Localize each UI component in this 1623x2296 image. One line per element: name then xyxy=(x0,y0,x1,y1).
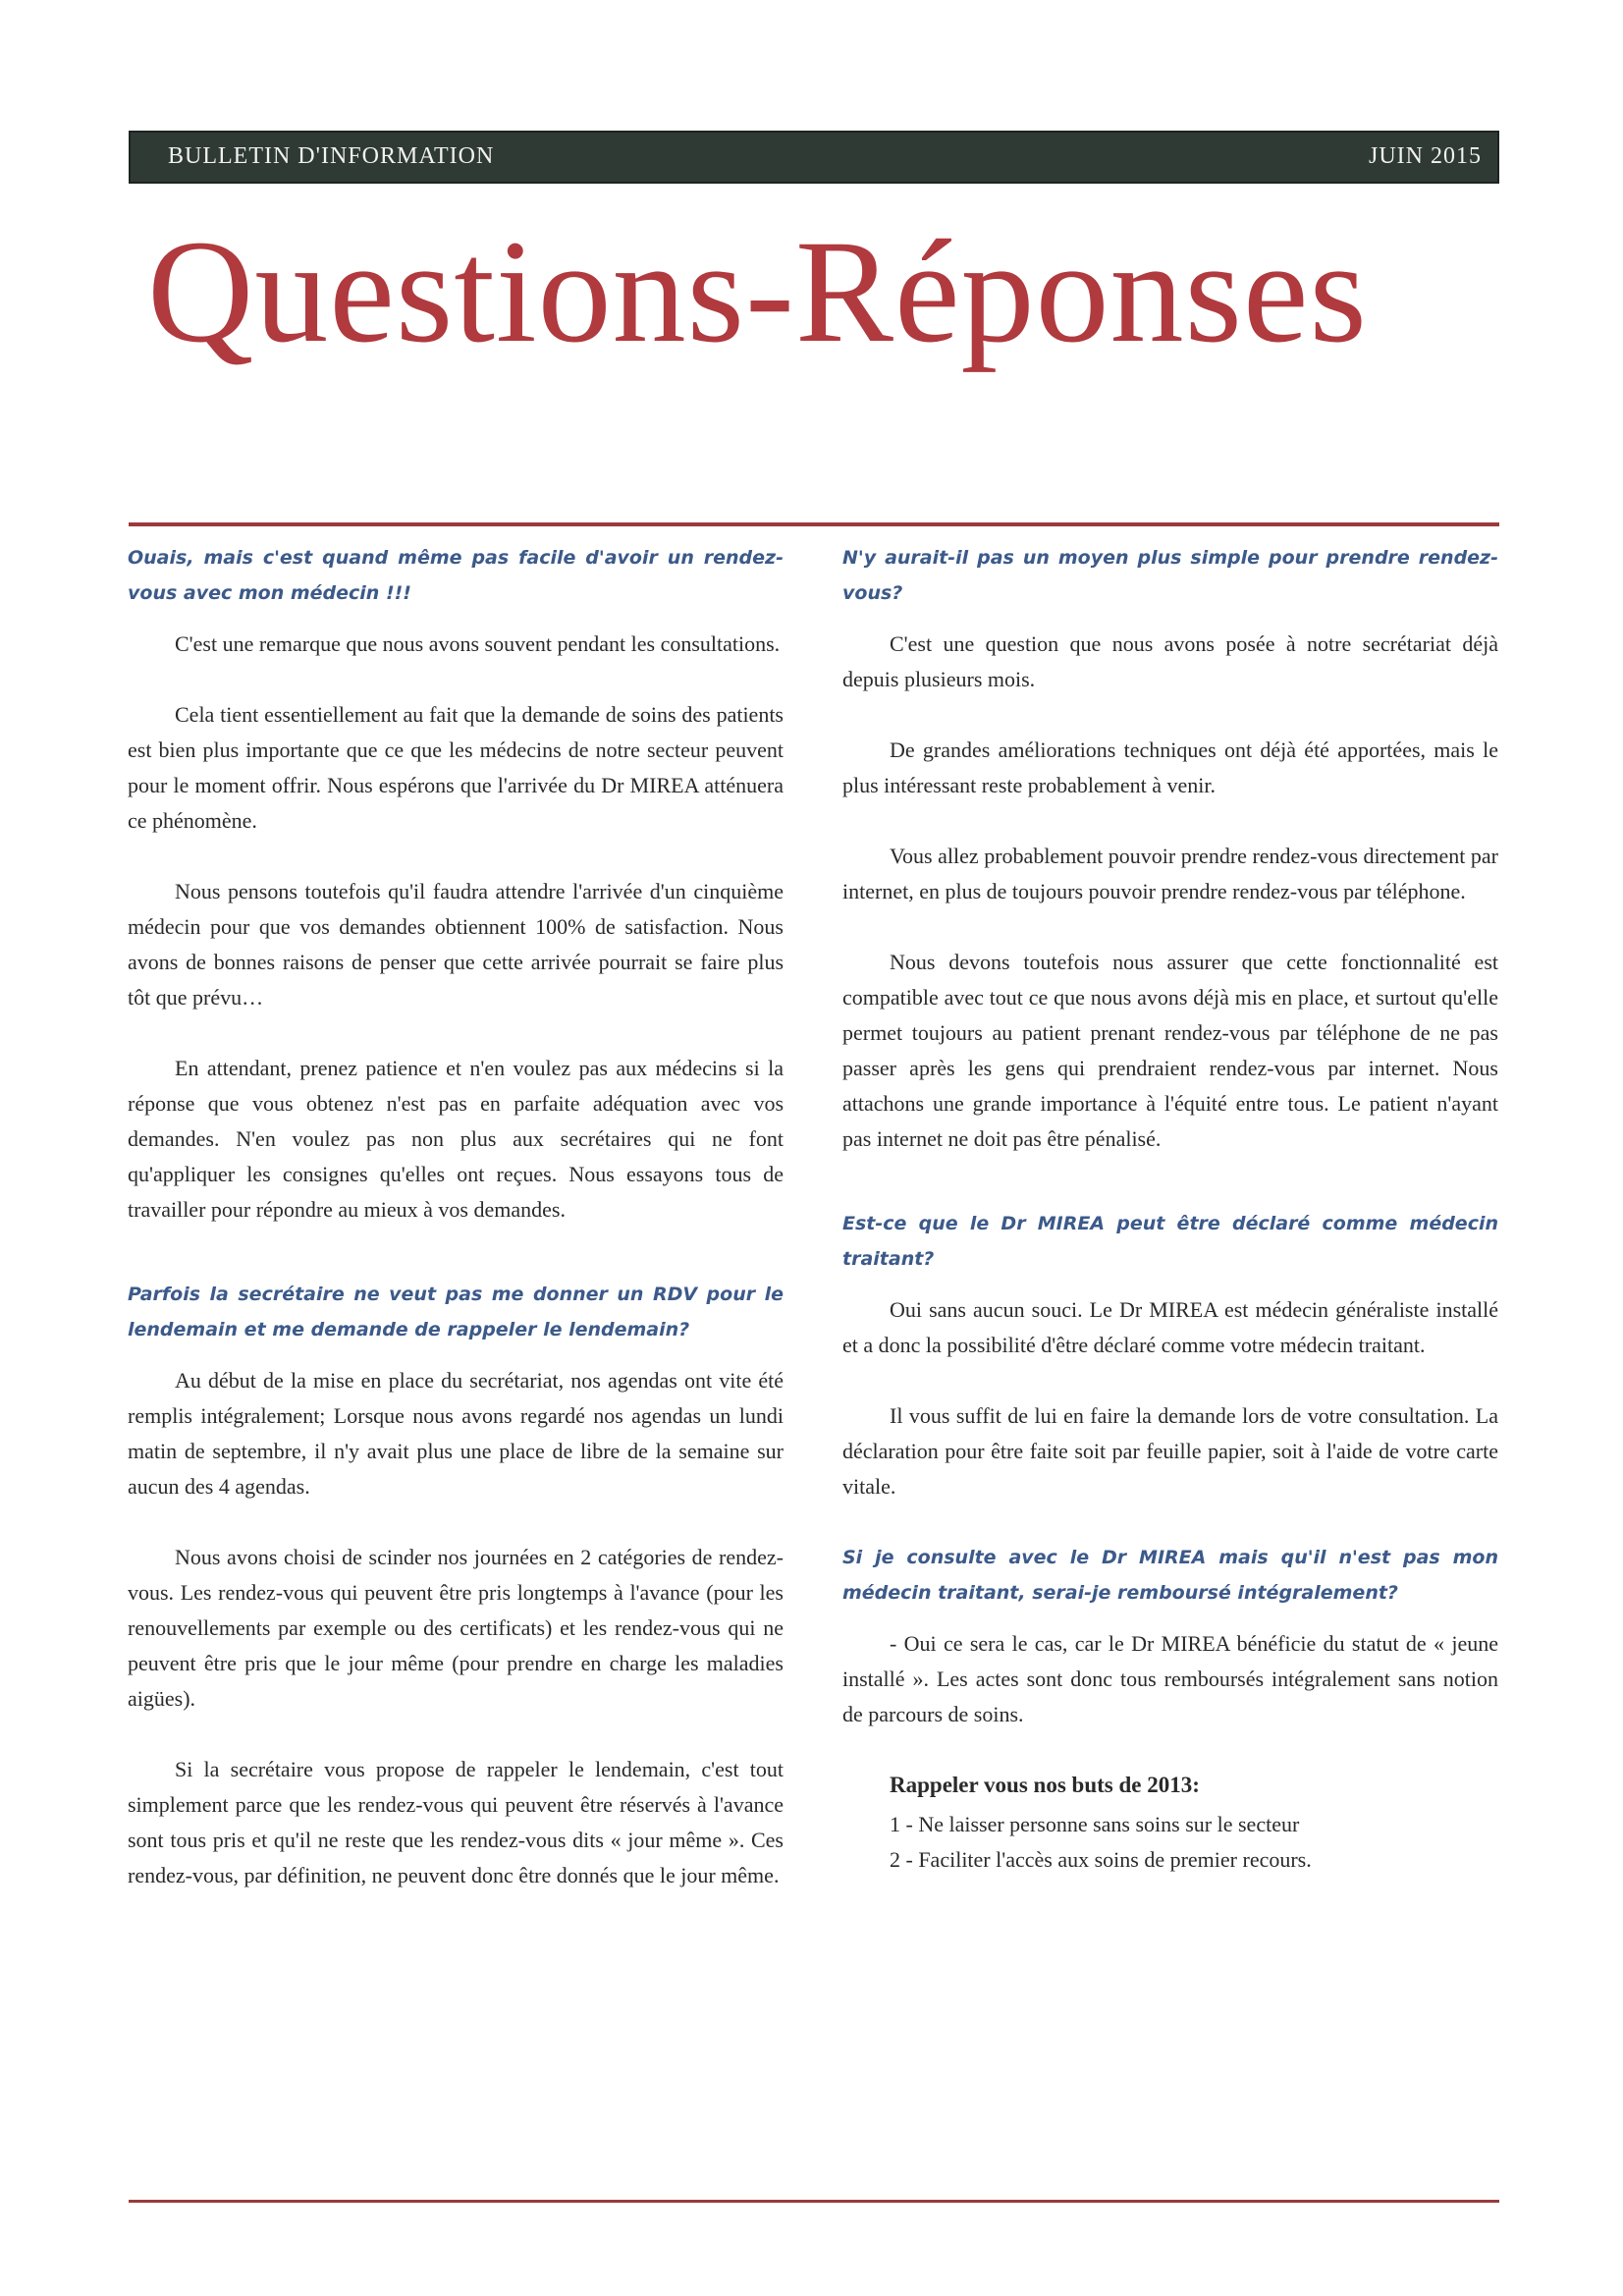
page-title: Questions-Réponses xyxy=(147,210,1368,373)
question-next-day-appointment: Parfois la secrétaire ne veut pas me donner un RDV pour le lendemain et me demande de rappeler le lendemain? xyxy=(128,1284,784,1340)
bulletin-label: BULLETIN D'INFORMATION xyxy=(168,143,495,169)
answer-paragraph: Au début de la mise en place du secrétariat, nos agendas ont vite été remplis intégralement; Lorsque nous avons regardé nos agendas un lundi matin de septembre, il n'y avait plus une place de libre de la semaine sur aucun des 4 agendas. xyxy=(128,1368,784,1499)
goal-item: 1 - Ne laisser personne sans soins sur le secteur xyxy=(890,1812,1300,1836)
question-appointment-difficulty: Ouais, mais c'est quand même pas facile d'avoir un rendez-vous avec mon médecin !!! xyxy=(128,547,784,604)
answer-paragraph: Il vous suffit de lui en faire la demande lors de votre consultation. La déclaration pour être faite soit par feuille papier, soit à l'aide de votre carte vitale. xyxy=(842,1403,1498,1499)
answer-paragraph: C'est une remarque que nous avons souvent pendant les consultations. xyxy=(175,631,781,656)
top-divider xyxy=(129,522,1499,526)
answer-paragraph: - Oui ce sera le cas, car le Dr MIREA bénéficie du statut de « jeune installé ». Les actes sont donc tous remboursés intégralement sans notion de parcours de soins. xyxy=(842,1631,1498,1726)
answer-paragraph: En attendant, prenez patience et n'en voulez pas aux médecins si la réponse que vous obtenez n'est pas en parfaite adéquation avec vos demandes. N'en voulez pas non plus aux secrétaires qui ne font qu'appliquer les consignes qu'elles ont reçues. Nous essayons tous de travailler pour répondre au mieux à vos demandes. xyxy=(128,1056,784,1222)
answer-paragraph: Vous allez probablement pouvoir prendre rendez-vous directement par internet, en plus de toujours pouvoir prendre rendez-vous par téléphone. xyxy=(842,844,1498,903)
issue-date: JUIN 2015 xyxy=(1369,143,1482,169)
left-column xyxy=(128,540,784,1929)
answer-paragraph: Si la secrétaire vous propose de rappeler le lendemain, c'est tout simplement parce que les rendez-vous qui peuvent être réservés à l'avance sont tous pris et qu'il ne reste que les rendez-vous dits « jour même ». Ces rendez-vous, par définition, ne peuvent donc être donnés que le jour même. xyxy=(128,1757,784,1887)
right-column xyxy=(842,540,1498,1878)
answer-paragraph: Nous avons choisi de scinder nos journées en 2 catégories de rendez-vous. Les rendez-vous qui peuvent être pris longtemps à l'avance (pour les renouvellements par exemple ou des certificats) et les rendez-vous qui ne peuvent être pris que le jour même (pour prendre en charge les maladies aigües). xyxy=(128,1545,784,1711)
question-simpler-booking: N'y aurait-il pas un moyen plus simple pour prendre rendez-vous? xyxy=(842,547,1498,604)
answer-paragraph: Nous devons toutefois nous assurer que cette fonctionnalité est compatible avec tout ce que nous avons déjà mis en place, et surtout qu'elle permet toujours au patient prenant rendez-vous par téléphone de ne pas passer après les gens qui prendraient rendez-vous par internet. Nous attachons une grande importance à l'équité entre tous. Le patient n'ayant pas internet ne doit pas être pénalisé. xyxy=(842,950,1498,1151)
bottom-divider xyxy=(129,2200,1499,2203)
question-attending-physician: Est-ce que le Dr MIREA peut être déclaré comme médecin traitant? xyxy=(842,1213,1498,1270)
question-reimbursement: Si je consulte avec le Dr MIREA mais qu'il n'est pas mon médecin traitant, serai-je remboursé intégralement? xyxy=(842,1547,1498,1604)
answer-paragraph: C'est une question que nous avons posée à notre secrétariat déjà depuis plusieurs mois. xyxy=(842,631,1498,691)
goals-title: Rappeler vous nos buts de 2013: xyxy=(890,1773,1200,1797)
goal-item: 2 - Faciliter l'accès aux soins de premier recours. xyxy=(890,1847,1312,1872)
answer-paragraph: Oui sans aucun souci. Le Dr MIREA est médecin généraliste installé et a donc la possibilité d'être déclaré comme votre médecin traitant. xyxy=(842,1297,1498,1357)
answer-paragraph: Cela tient essentiellement au fait que la demande de soins des patients est bien plus importante que ce que les médecins de notre secteur peuvent pour le moment offrir. Nous espérons que l'arrivée du Dr MIREA atténuera ce phénomène. xyxy=(128,702,784,833)
answer-paragraph: De grandes améliorations techniques ont déjà été apportées, mais le plus intéressant reste probablement à venir. xyxy=(842,738,1498,797)
header-bar xyxy=(129,131,1499,184)
answer-paragraph: Nous pensons toutefois qu'il faudra attendre l'arrivée d'un cinquième médecin pour que vos demandes obtiennent 100% de satisfaction. Nous avons de bonnes raisons de penser que cette arrivée pourrait se faire plus tôt que prévu… xyxy=(128,879,784,1010)
